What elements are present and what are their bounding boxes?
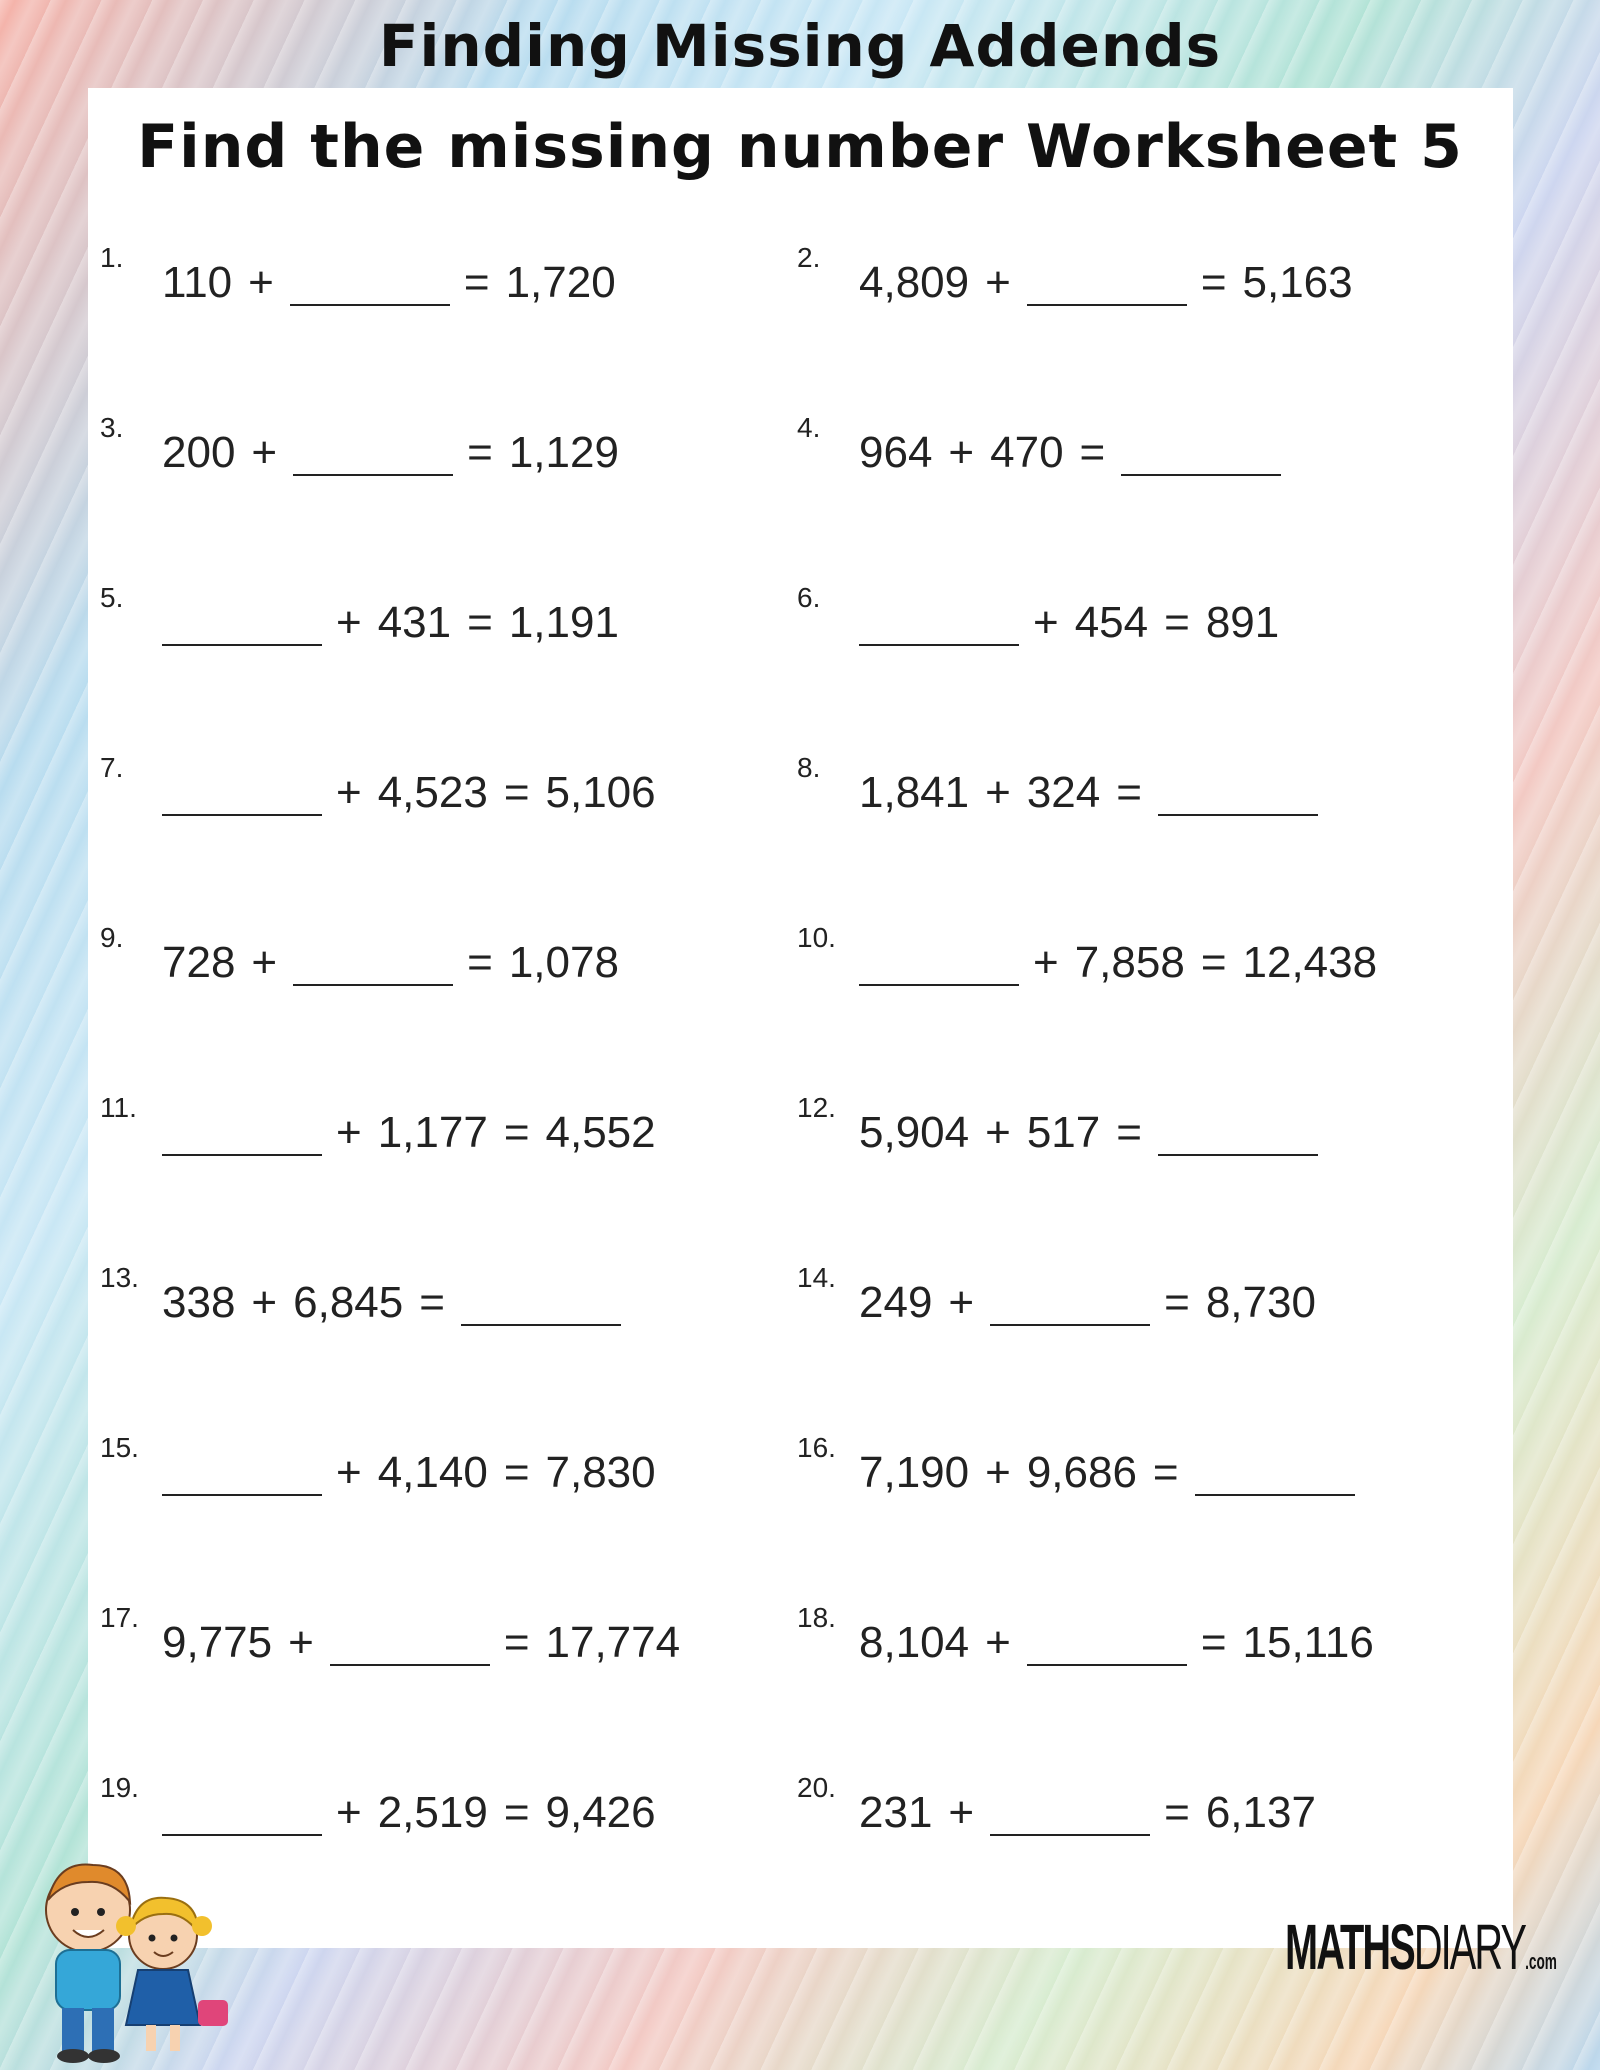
operator-symbol: + xyxy=(288,1618,314,1667)
problem-number: 10. xyxy=(797,922,836,953)
answer-blank[interactable] xyxy=(293,984,453,986)
operator-symbol: = xyxy=(1200,938,1227,987)
number-term: 1,129 xyxy=(508,428,619,477)
problem-item xyxy=(100,922,635,988)
number-term: 5,904 xyxy=(859,1108,970,1157)
number-term: 4,552 xyxy=(545,1108,656,1157)
number-term: 454 xyxy=(1074,598,1149,647)
number-term: 110 xyxy=(162,258,233,307)
operator-symbol: + xyxy=(1033,938,1059,987)
number-term: 1,078 xyxy=(508,938,619,987)
operator-symbol: + xyxy=(985,1618,1011,1667)
problem-number: 17. xyxy=(100,1602,139,1633)
operator-symbol: + xyxy=(251,428,278,477)
number-term: 517 xyxy=(1026,1108,1101,1157)
problem-number: 11. xyxy=(100,1092,137,1123)
number-term: 15,116 xyxy=(1242,1618,1374,1667)
problem-number: 1. xyxy=(100,242,124,273)
number-term: 5,106 xyxy=(545,768,656,817)
number-term: 964 xyxy=(859,428,933,477)
number-term: 5,163 xyxy=(1242,258,1353,307)
problem-number: 7. xyxy=(100,752,124,783)
number-term: 249 xyxy=(859,1278,933,1327)
worksheet-subtitle: Find the missing number Worksheet 5 xyxy=(137,112,1463,182)
answer-blank[interactable] xyxy=(162,1154,322,1156)
number-term: 891 xyxy=(1205,598,1280,647)
number-term: 8,730 xyxy=(1205,1278,1316,1327)
problem-number: 4. xyxy=(797,412,821,443)
problem-item xyxy=(797,412,1295,478)
operator-symbol: + xyxy=(1033,598,1059,647)
operator-symbol: + xyxy=(948,1278,975,1327)
page-title: Finding Missing Addends xyxy=(378,12,1222,80)
number-term: 17,774 xyxy=(545,1618,681,1667)
operator-symbol: = xyxy=(467,938,493,987)
operator-symbol: = xyxy=(1200,258,1227,307)
number-term: 431 xyxy=(377,598,452,647)
problem-item xyxy=(797,1262,1332,1328)
problem-item xyxy=(100,1432,672,1498)
number-term: 200 xyxy=(162,428,236,477)
number-term: 6,137 xyxy=(1205,1788,1316,1837)
operator-symbol: = xyxy=(1079,428,1106,477)
number-term: 9,426 xyxy=(545,1788,656,1837)
problem-number: 12. xyxy=(797,1092,836,1123)
number-term: 7,858 xyxy=(1074,938,1185,987)
number-term: 6,845 xyxy=(293,1278,404,1327)
problem-item xyxy=(797,752,1332,818)
number-term: 9,775 xyxy=(162,1618,273,1667)
operator-symbol: + xyxy=(251,938,278,987)
problem-number: 3. xyxy=(100,412,124,443)
problem-item xyxy=(100,752,672,818)
problem-item xyxy=(797,922,1393,988)
number-term: 1,841 xyxy=(859,768,970,817)
operator-symbol: + xyxy=(985,768,1011,817)
operator-symbol: + xyxy=(948,1788,975,1837)
problem-number: 13. xyxy=(100,1262,139,1293)
problem-item xyxy=(100,1092,672,1158)
problem-item xyxy=(100,242,632,308)
problem-number: 9. xyxy=(100,922,124,953)
problem-item xyxy=(100,1602,696,1668)
answer-blank[interactable] xyxy=(290,304,450,306)
operator-symbol: = xyxy=(1152,1448,1179,1497)
answer-blank[interactable] xyxy=(990,1834,1150,1836)
number-term: 7,830 xyxy=(545,1448,656,1497)
problem-item xyxy=(797,242,1369,308)
operator-symbol: = xyxy=(503,1108,530,1157)
children-illustration xyxy=(18,1840,238,2065)
operator-symbol: = xyxy=(1200,1618,1227,1667)
operator-symbol: + xyxy=(336,768,362,817)
mathsdiary-logo: MATHSDIARY.com xyxy=(1285,1911,1557,1983)
problem-item xyxy=(797,1602,1390,1668)
answer-blank[interactable] xyxy=(1158,814,1318,816)
operator-symbol: + xyxy=(985,1108,1011,1157)
operator-symbol: = xyxy=(503,1448,530,1497)
number-term: 4,523 xyxy=(377,768,488,817)
answer-blank[interactable] xyxy=(990,1324,1150,1326)
answer-blank[interactable] xyxy=(859,984,1019,986)
answer-blank[interactable] xyxy=(330,1664,490,1666)
operator-symbol: = xyxy=(1164,1788,1190,1837)
problem-number: 8. xyxy=(797,752,821,783)
answer-blank[interactable] xyxy=(859,644,1019,646)
answer-blank[interactable] xyxy=(1121,474,1281,476)
number-term: 7,190 xyxy=(859,1448,970,1497)
answer-blank[interactable] xyxy=(1027,1664,1187,1666)
operator-symbol: + xyxy=(336,1788,362,1837)
problem-item xyxy=(797,1432,1369,1498)
answer-blank[interactable] xyxy=(1195,1494,1355,1496)
operator-symbol: = xyxy=(467,598,493,647)
operator-symbol: = xyxy=(1164,1278,1190,1327)
answer-blank[interactable] xyxy=(1027,304,1187,306)
problem-item xyxy=(100,1772,672,1838)
operator-symbol: + xyxy=(985,1448,1011,1497)
number-term: 1,720 xyxy=(505,258,616,307)
number-term: 4,140 xyxy=(377,1448,488,1497)
operator-symbol: = xyxy=(503,1618,530,1667)
number-term: 4,809 xyxy=(859,258,970,307)
number-term: 470 xyxy=(990,428,1064,477)
answer-blank[interactable] xyxy=(1158,1154,1318,1156)
problem-number: 15. xyxy=(100,1432,139,1463)
problem-number: 6. xyxy=(797,582,821,613)
operator-symbol: + xyxy=(336,1448,362,1497)
number-term: 728 xyxy=(162,938,236,987)
operator-symbol: + xyxy=(336,598,362,647)
number-term: 1,191 xyxy=(508,598,619,647)
problem-item xyxy=(100,412,635,478)
operator-symbol: + xyxy=(985,258,1011,307)
operator-symbol: = xyxy=(419,1278,445,1327)
operator-symbol: = xyxy=(1116,1108,1142,1157)
problem-number: 5. xyxy=(100,582,124,613)
number-term: 338 xyxy=(162,1278,236,1327)
problem-number: 14. xyxy=(797,1262,836,1293)
problem-number: 19. xyxy=(100,1772,139,1803)
problem-item xyxy=(100,582,635,648)
number-term: 1,177 xyxy=(377,1108,488,1157)
operator-symbol: = xyxy=(467,428,493,477)
problem-number: 16. xyxy=(797,1432,836,1463)
answer-blank[interactable] xyxy=(293,474,453,476)
problem-item xyxy=(100,1262,635,1328)
number-term: 324 xyxy=(1026,768,1101,817)
number-term: 9,686 xyxy=(1026,1448,1137,1497)
answer-blank[interactable] xyxy=(162,1834,322,1836)
operator-symbol: + xyxy=(251,1278,278,1327)
number-term: 2,519 xyxy=(377,1788,488,1837)
number-term: 12,438 xyxy=(1242,938,1378,987)
problem-item xyxy=(797,1092,1332,1158)
answer-blank[interactable] xyxy=(162,644,322,646)
number-term: 231 xyxy=(859,1788,933,1837)
problem-number: 20. xyxy=(797,1772,836,1803)
answer-blank[interactable] xyxy=(162,1494,322,1496)
problem-item xyxy=(797,582,1295,648)
operator-symbol: = xyxy=(463,258,490,307)
operator-symbol: = xyxy=(1164,598,1190,647)
problem-number: 18. xyxy=(797,1602,836,1633)
operator-symbol: + xyxy=(336,1108,362,1157)
operator-symbol: + xyxy=(948,428,975,477)
problem-number: 2. xyxy=(797,242,821,273)
answer-blank[interactable] xyxy=(461,1324,621,1326)
operator-symbol: + xyxy=(248,258,274,307)
problem-item xyxy=(797,1772,1332,1838)
operator-symbol: = xyxy=(1116,768,1142,817)
operator-symbol: = xyxy=(503,1788,530,1837)
worksheet-paper xyxy=(88,88,1513,1948)
number-term: 8,104 xyxy=(859,1618,970,1667)
answer-blank[interactable] xyxy=(162,814,322,816)
operator-symbol: = xyxy=(503,768,530,817)
